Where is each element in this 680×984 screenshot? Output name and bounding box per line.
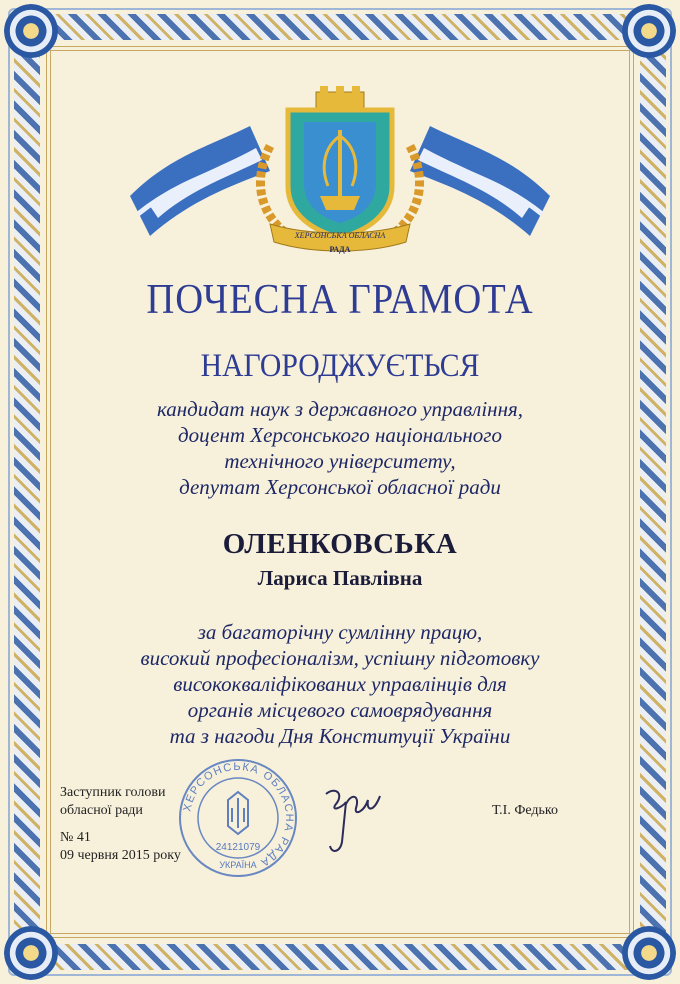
certificate-title: ПОЧЕСНА ГРАМОТА	[146, 277, 534, 323]
signatory-position	[60, 784, 165, 820]
corner-ornament-icon	[4, 926, 58, 980]
description-line: технічного університету,	[224, 449, 456, 473]
corner-ornament-icon	[622, 4, 676, 58]
official-stamp-icon	[176, 756, 300, 880]
recipient-surname: ОЛЕНКОВСЬКА	[222, 528, 458, 560]
description-line: кандидат наук з державного управління,	[156, 397, 524, 421]
signatory-name: Т.І. Федько	[492, 803, 559, 818]
signatory-position-line: обласної ради	[60, 803, 143, 818]
document-date: 09 червня 2015 року	[60, 848, 181, 863]
recipient-description	[60, 396, 620, 500]
corner-ornament-icon	[4, 4, 58, 58]
document-number: № 41	[60, 830, 91, 845]
stamp-bottom-text: УКРАЇНА	[219, 860, 257, 870]
coat-of-arms-icon	[120, 86, 560, 264]
award-reason	[60, 619, 620, 749]
description-line: депутат Херсонської обласної ради	[179, 475, 501, 499]
document-info	[60, 829, 181, 865]
stamp-outer-text: ХЕРСОНСЬКА ОБЛАСНА РАДА	[181, 760, 296, 870]
reason-line: за багаторічну сумлінну працю,	[197, 620, 483, 644]
reason-line: високий професіоналізм, успішну підготовку	[140, 646, 540, 670]
corner-ornament-icon	[622, 926, 676, 980]
reason-line: висококваліфікованих управлінців для	[173, 672, 507, 696]
awarded-heading: НАГОРОДЖУЄТЬСЯ	[200, 348, 480, 384]
emblem-ribbon-text-2: РАДА	[329, 245, 351, 254]
recipient-given-name: Лариса Павлівна	[257, 566, 423, 590]
reason-line: та з нагоди Дня Конституції України	[169, 724, 511, 748]
signatory-position-line: Заступник голови	[60, 785, 166, 800]
description-line: доцент Херсонського національного	[177, 423, 502, 447]
stamp-code: 24121079	[215, 842, 261, 853]
reason-line: органів місцевого самоврядування	[187, 698, 493, 722]
handwritten-signature-icon	[316, 782, 396, 862]
emblem-ribbon-text: ХЕРСОНСЬКА ОБЛАСНА	[294, 231, 386, 240]
